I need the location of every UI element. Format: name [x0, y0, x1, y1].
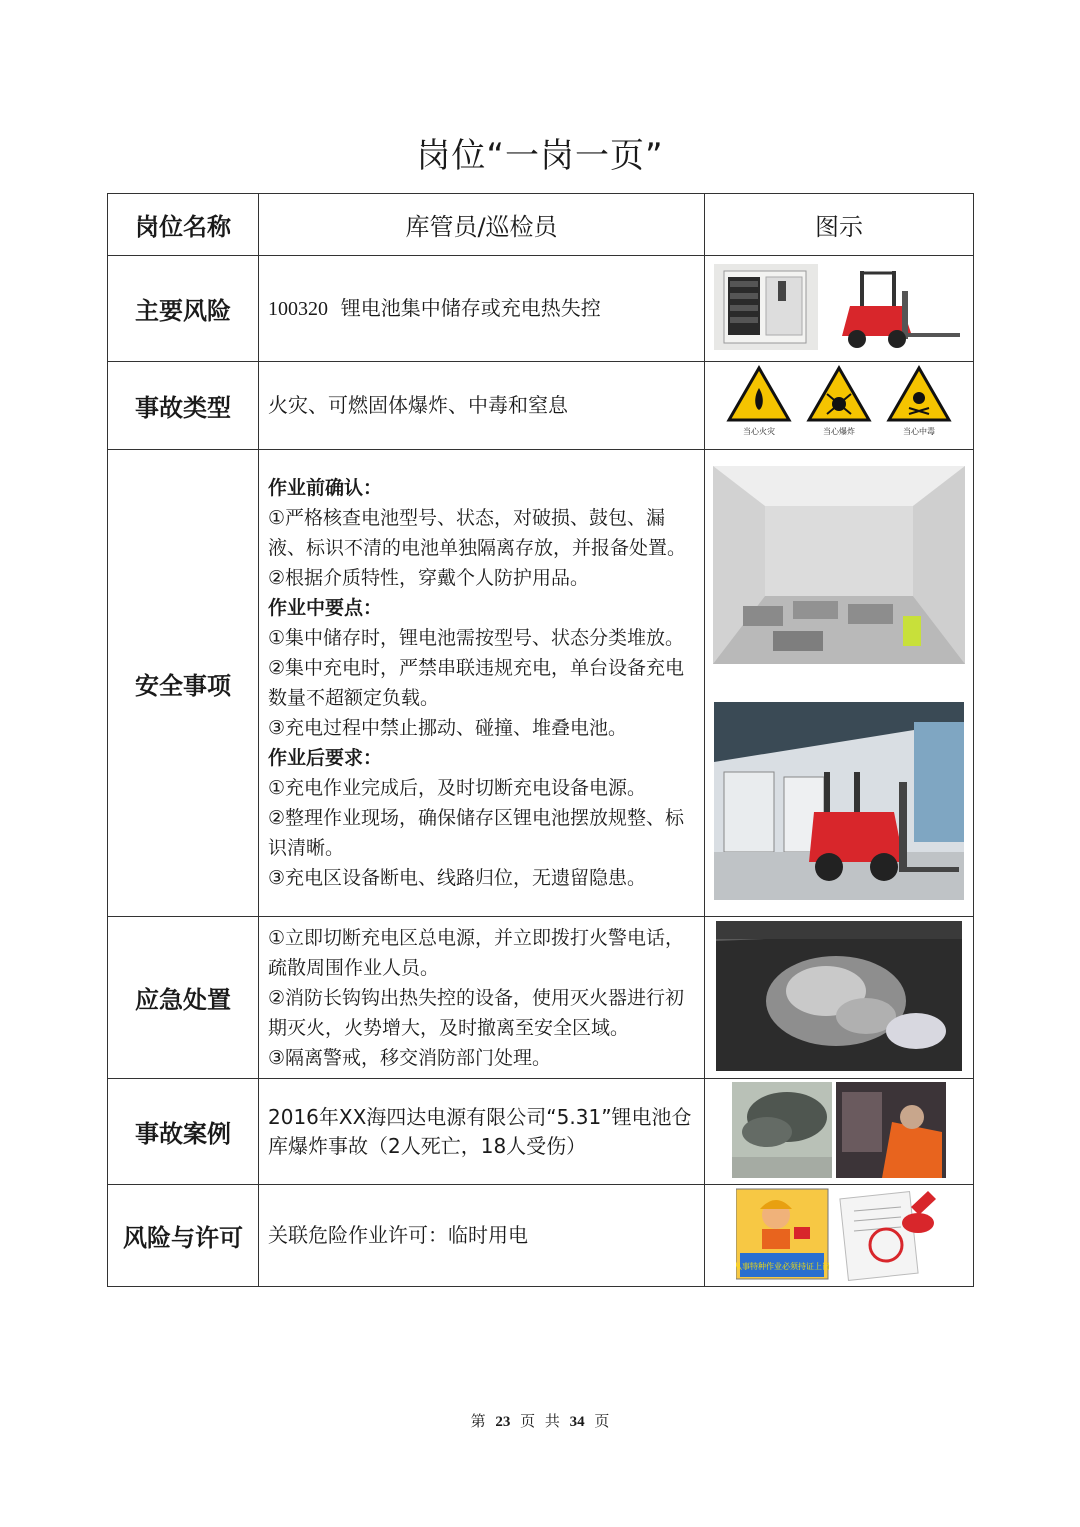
job-name-label: 岗位名称	[108, 194, 259, 256]
warning-signs-graphic	[719, 364, 959, 444]
footer-prefix: 第	[470, 1414, 486, 1430]
explosion-warning-icon	[809, 368, 869, 436]
before-title: 作业前确认：	[268, 477, 383, 499]
emergency-image	[705, 917, 974, 1079]
case-images	[705, 1079, 974, 1185]
poison-warning-icon	[889, 368, 949, 436]
forklift-charging-photo	[714, 702, 964, 900]
risk-images	[705, 256, 974, 362]
risk-photos	[712, 261, 967, 353]
permit-label: 风险与许可	[108, 1185, 259, 1287]
risk-label: 主要风险	[108, 256, 259, 362]
safety-label: 安全事项	[108, 450, 259, 917]
risk-text: 锂电池集中储存或充电热失控	[340, 295, 601, 320]
safety-row	[108, 450, 974, 917]
emergency-row	[108, 917, 974, 1079]
accident-type-row	[108, 362, 974, 450]
warning-signs	[705, 362, 974, 450]
permit-images	[705, 1185, 974, 1287]
header-row	[108, 194, 974, 256]
emergency-item: ③隔离警戒，移交消防部门处理。	[268, 1046, 552, 1069]
sign-caption: 当心中毒	[903, 426, 935, 436]
firefighter-photo	[836, 1082, 946, 1178]
before-item: ②根据介质特性，穿戴个人防护用品。	[268, 567, 590, 589]
case-row	[108, 1079, 974, 1185]
during-item: ②集中充电时，严禁串联违规充电，单台设备充电数量不超额定负载。	[268, 657, 685, 709]
case-label: 事故案例	[108, 1079, 259, 1185]
risk-content	[259, 256, 705, 362]
burnt-battery-photo	[716, 921, 962, 1071]
safety-content	[259, 450, 705, 917]
accident-type-label: 事故类型	[108, 362, 259, 450]
footer-total-pages: 34	[569, 1414, 585, 1430]
case-photos	[732, 1082, 946, 1178]
after-title: 作业后要求：	[268, 747, 383, 769]
emergency-content	[259, 917, 705, 1079]
warehouse-photo	[713, 466, 965, 664]
footer-suffix: 页	[594, 1414, 610, 1430]
before-item: ①严格核查电池型号、状态，对破损、鼓包、漏液、标识不清的电池单独隔离存放，并报备处置。	[268, 507, 687, 559]
illustration-header: 图示	[705, 194, 974, 256]
charging-cabinet-image	[714, 264, 818, 350]
sign-caption: 当心爆炸	[823, 426, 855, 436]
safety-images	[705, 450, 974, 917]
emergency-item: ②消防长钩钩出热失控的设备，使用灭火器进行初期灭火，火势增大，及时撤离至安全区域。	[268, 986, 685, 1039]
during-item: ①集中储存时，锂电池需按型号、状态分类堆放。	[268, 627, 685, 649]
page-footer	[0, 1410, 1080, 1431]
job-name-value: 库管员/巡检员	[259, 194, 705, 256]
fire-warning-icon	[729, 368, 789, 436]
page-title: 岗位“一岗一页”	[416, 136, 664, 176]
forklift-image	[837, 264, 965, 350]
permit-text: 关联危险作业许可：临时用电	[259, 1185, 705, 1287]
sign-caption: 当心火灾	[743, 426, 775, 436]
stamped-document-icon	[840, 1191, 936, 1280]
risk-code: 100320	[268, 297, 328, 320]
accident-type-text: 火灾、可燃固体爆炸、中毒和窒息	[259, 362, 705, 450]
after-item: ②整理作业现场，确保储存区锂电池摆放规整、标识清晰。	[268, 807, 685, 859]
smoke-photo	[732, 1082, 832, 1178]
footer-page-number: 23	[495, 1414, 511, 1430]
emergency-item: ①立即切断充电区总电源，并立即拨打火警电话，疏散周围作业人员。	[268, 926, 685, 979]
emergency-label: 应急处置	[108, 917, 259, 1079]
after-item: ③充电区设备断电、线路归位，无遗留隐患。	[268, 867, 647, 889]
poster-text: 从事特种作业必须持证上岗	[736, 1261, 830, 1271]
during-item: ③充电过程中禁止挪动、碰撞、堆叠电池。	[268, 717, 628, 739]
case-text: 2016年XX海四达电源有限公司“5.31”锂电池仓库爆炸事故（2人死亡，18人受伤）	[259, 1079, 705, 1185]
after-item: ①充电作业完成后，及时切断充电设备电源。	[268, 777, 647, 799]
permit-row	[108, 1185, 974, 1287]
certified-worker-poster	[736, 1189, 830, 1279]
during-title: 作业中要点：	[268, 597, 383, 619]
permit-graphics	[736, 1187, 942, 1281]
footer-mid: 页 共	[520, 1414, 560, 1430]
job-risk-table	[107, 193, 974, 1287]
risk-row	[108, 256, 974, 362]
